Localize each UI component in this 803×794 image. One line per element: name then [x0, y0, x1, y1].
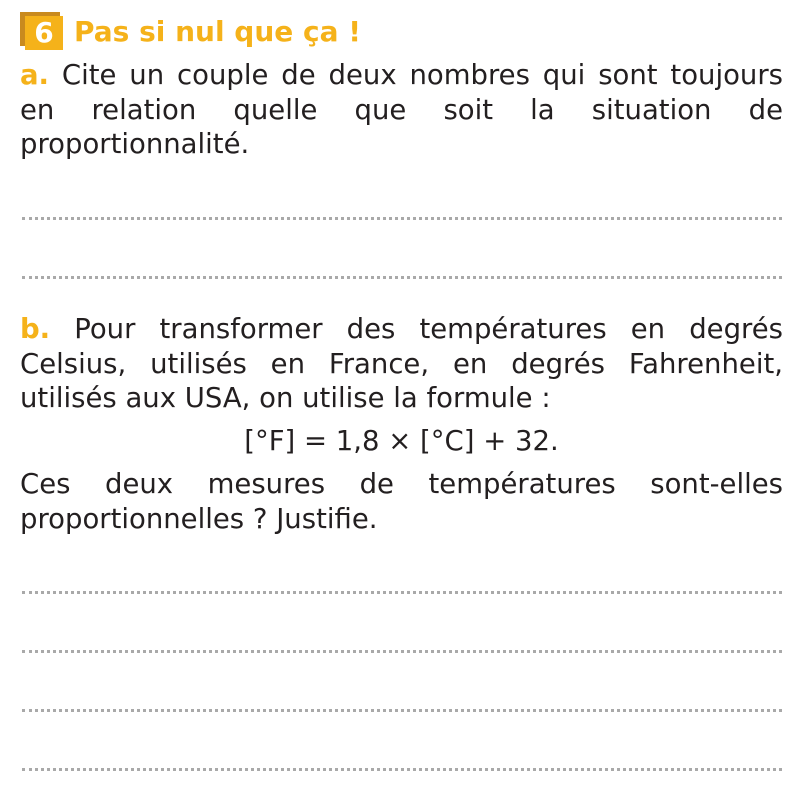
- question-b-followup: Ces deux mesures de températures sont-elles proportionnelles ? Justifie.: [20, 468, 783, 535]
- question-b: [20, 312, 783, 416]
- answer-line-a-2[interactable]: [22, 276, 782, 279]
- question-a-marker: a.: [20, 59, 50, 91]
- question-a-text: Cite un couple de deux nombres qui sont toujours en relation quelle que soit la situation de proportionnalité.: [20, 59, 783, 160]
- answer-line-b-3[interactable]: [22, 709, 782, 712]
- exercise-number: 6: [25, 16, 63, 50]
- answer-line-b-1[interactable]: [22, 591, 782, 594]
- answer-line-b-4[interactable]: [22, 768, 782, 771]
- question-a: [20, 58, 783, 162]
- answer-line-b-2[interactable]: [22, 650, 782, 653]
- question-b-marker: b.: [20, 313, 51, 345]
- conversion-formula: [°F] = 1,8 × [°C] + 32.: [244, 425, 559, 457]
- question-b-text: Pour transformer des températures en degrés Celsius, utilisés en France, en degrés Fahrenheit, utilisés aux USA, on utilise la formule :: [20, 313, 783, 414]
- exercise-title: Pas si nul que ça !: [74, 15, 362, 48]
- answer-line-a-1[interactable]: [22, 217, 782, 220]
- exercise-number-badge: [20, 12, 64, 50]
